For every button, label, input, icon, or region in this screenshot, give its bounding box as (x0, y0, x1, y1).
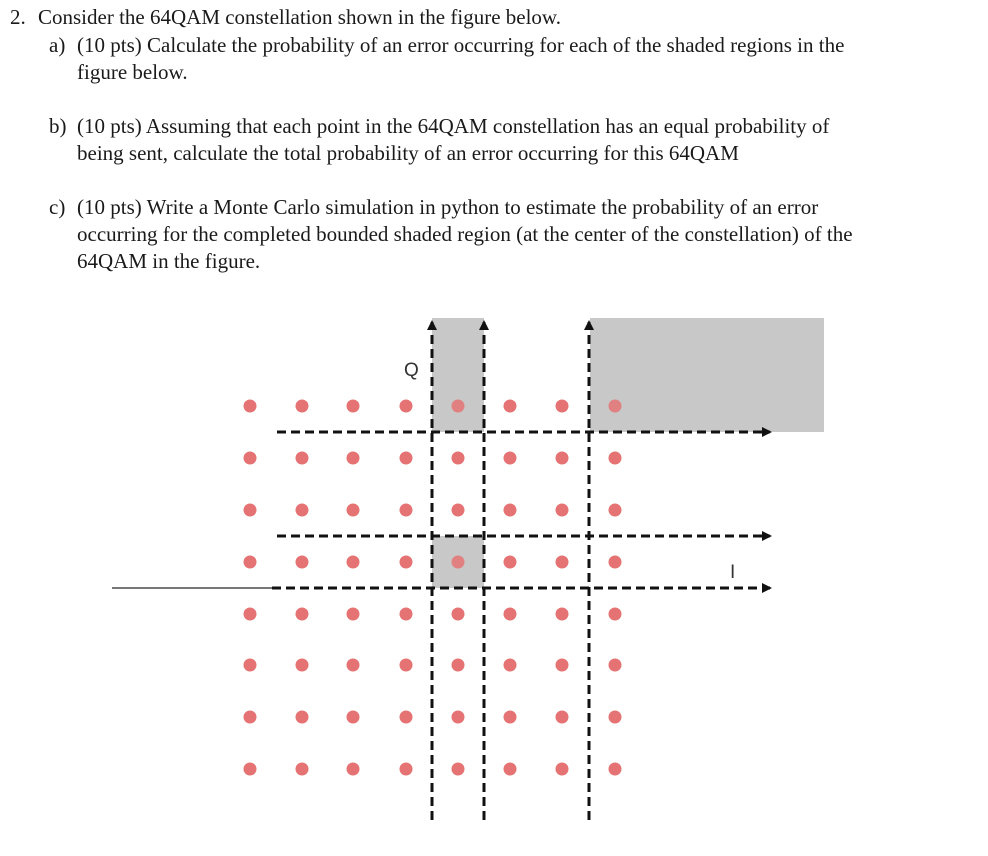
shaded-region-corner (590, 318, 824, 432)
constellation-point (296, 659, 309, 672)
part-c (10, 194, 980, 275)
part-b-line-1: (10 pts) Assuming that each point in the 64QAM constellation has an equal probability of (77, 114, 830, 138)
constellation-point (347, 504, 360, 517)
constellation-point (400, 608, 413, 621)
question-block (10, 4, 980, 275)
constellation-point (556, 608, 569, 621)
constellation-point (296, 608, 309, 621)
constellation-point (400, 763, 413, 776)
constellation-point (609, 659, 622, 672)
constellation-point (452, 763, 465, 776)
constellation-point (296, 504, 309, 517)
constellation-points (244, 400, 622, 776)
constellation-point (452, 659, 465, 672)
part-c-line-2: occurring for the completed bounded shaded region (at the center of the constellation) of the (77, 222, 853, 246)
part-a-line-2: figure below. (77, 60, 188, 84)
decision-boundaries (112, 322, 770, 820)
constellation-point (452, 400, 465, 413)
constellation-point (244, 556, 257, 569)
part-b (10, 113, 980, 167)
constellation-point (556, 711, 569, 724)
constellation-point (452, 711, 465, 724)
constellation-point (400, 400, 413, 413)
constellation-point (347, 608, 360, 621)
constellation-point (452, 504, 465, 517)
question-number: 2. (10, 5, 26, 29)
constellation-point (244, 608, 257, 621)
constellation-point (609, 556, 622, 569)
part-a (10, 32, 980, 86)
part-a-letter: a) (49, 33, 66, 57)
constellation-point (347, 556, 360, 569)
constellation-point (452, 452, 465, 465)
constellation-point (504, 763, 517, 776)
constellation-point (296, 711, 309, 724)
constellation-point (556, 504, 569, 517)
constellation-point (400, 452, 413, 465)
constellation-point (244, 452, 257, 465)
constellation-point (504, 556, 517, 569)
part-c-letter: c) (49, 195, 66, 219)
constellation-point (244, 659, 257, 672)
q-axis-label: Q (404, 360, 419, 381)
question-prompt: Consider the 64QAM constellation shown in the figure below. (38, 5, 561, 29)
constellation-point (609, 763, 622, 776)
constellation-point (347, 763, 360, 776)
shaded-regions (432, 318, 824, 588)
constellation-point (296, 400, 309, 413)
shaded-region-edge (432, 318, 484, 432)
constellation-point (556, 556, 569, 569)
constellation-point (609, 504, 622, 517)
constellation-point (504, 504, 517, 517)
part-b-line-2: being sent, calculate the total probability of an error occurring for this 64QAM (77, 141, 739, 165)
constellation-point (296, 452, 309, 465)
constellation-point (244, 711, 257, 724)
constellation-point (504, 452, 517, 465)
constellation-point (504, 711, 517, 724)
constellation-point (556, 659, 569, 672)
constellation-point (609, 608, 622, 621)
constellation-point (609, 452, 622, 465)
constellation-point (400, 556, 413, 569)
constellation-point (609, 400, 622, 413)
constellation-point (556, 400, 569, 413)
part-b-letter: b) (49, 114, 67, 138)
constellation-point (556, 763, 569, 776)
constellation-point (504, 659, 517, 672)
constellation-point (244, 504, 257, 517)
constellation-point (347, 452, 360, 465)
constellation-point (347, 400, 360, 413)
constellation-point (400, 504, 413, 517)
constellation-point (244, 400, 257, 413)
constellation-point (609, 711, 622, 724)
part-a-line-1: (10 pts) Calculate the probability of an error occurring for each of the shaded regions in the (77, 33, 845, 57)
part-c-line-1: (10 pts) Write a Monte Carlo simulation in python to estimate the probability of an error (77, 195, 819, 219)
constellation-point (504, 400, 517, 413)
shaded-region-center (432, 536, 484, 588)
constellation-point (296, 763, 309, 776)
constellation-point (244, 763, 257, 776)
constellation-point (556, 452, 569, 465)
constellation-point (400, 711, 413, 724)
i-axis-label: I (730, 562, 736, 583)
constellation-point (452, 608, 465, 621)
part-c-line-3: 64QAM in the figure. (77, 249, 261, 273)
question-header (10, 4, 980, 31)
constellation-point (400, 659, 413, 672)
constellation-point (452, 556, 465, 569)
constellation-point (347, 711, 360, 724)
constellation-point (347, 659, 360, 672)
constellation-point (296, 556, 309, 569)
constellation-point (504, 608, 517, 621)
